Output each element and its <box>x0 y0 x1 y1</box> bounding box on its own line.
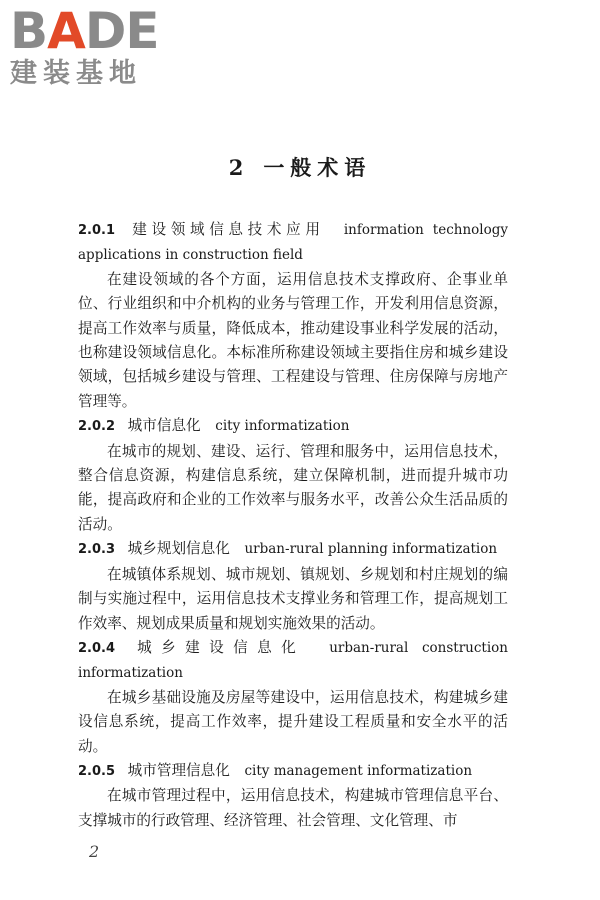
logo-wordmark <box>10 2 180 60</box>
page-number: 2 <box>89 842 100 861</box>
logo-letter-b: B <box>10 2 48 60</box>
term-definition: 在城乡基础设施及房屋等建设中，运用信息技术，构建城乡建设信息系统，提高工作效率，提升建设工程质量和安全水平的活动。 <box>78 688 508 755</box>
brand-logo <box>10 2 180 96</box>
term-name-cn: 城乡规划信息化 <box>127 540 230 558</box>
document-body <box>78 218 508 833</box>
term-number: 2.0.1 <box>78 223 116 238</box>
term-number: 2.0.5 <box>78 763 116 779</box>
term-name-en: city management informatization <box>244 762 473 779</box>
term-definition: 在建设领域的各个方面，运用信息技术支撑政府、企事业单位、行业组织和中介机构的业务与管理工作，开发利用信息资源，提高工作效率与质量，降低成本，推动建设事业科学发展的活动，也称建设领域信息化。本标准所称建设领域主要指住房和城乡建设领域，包括城乡建设与管理、工程建设与管理、住房保障与房地产管理等。 <box>78 270 508 410</box>
term-number: 2.0.4 <box>78 640 116 656</box>
term-name-cn: 城乡建设信息化 <box>137 638 306 656</box>
term-definition: 在城市管理过程中，运用信息技术，构建城市管理信息平台、支撑城市的行政管理、经济管理、社会管理、文化管理、市 <box>78 787 508 829</box>
term-name-cn: 城市信息化 <box>127 417 201 435</box>
term-heading <box>78 537 508 562</box>
logo-letter-a: A <box>47 2 85 60</box>
logo-subtitle: 建装基地 <box>10 58 142 89</box>
logo-letters-de: DE <box>84 2 159 60</box>
term-definition: 在城镇体系规划、城市规划、镇规划、乡规划和村庄规划的编制与实施过程中，运用信息技术支撑业务和管理工作，提高规划工作效率、规划成果质量和规划实施效果的活动。 <box>78 565 508 632</box>
term-name-en: urban-rural planning informatization <box>244 541 498 558</box>
term-name-en: information technology applications in construction field <box>78 222 508 264</box>
term-definition: 在城市的规划、建设、运行、管理和服务中，运用信息技术，整合信息资源，构建信息系统，建立保障机制，进而提升城市功能，提高政府和企业的工作效率与服务水平，改善公众生活品质的活动。 <box>78 442 508 533</box>
chapter-title-text: 一般术语 <box>263 155 372 180</box>
term-heading <box>78 636 508 686</box>
term-heading <box>78 414 508 439</box>
term-name-cn: 建设领域信息技术应用 <box>132 221 325 238</box>
term-name-en: urban-rural construction informatization <box>78 639 508 682</box>
term-number: 2.0.2 <box>78 419 116 435</box>
term-heading <box>78 759 508 784</box>
term-name-cn: 城市管理信息化 <box>127 761 230 779</box>
term-name-en: city informatization <box>215 418 350 435</box>
chapter-number: 2 <box>228 155 250 180</box>
term-heading <box>78 218 508 268</box>
term-number: 2.0.3 <box>78 542 116 558</box>
chapter-title <box>0 152 600 182</box>
